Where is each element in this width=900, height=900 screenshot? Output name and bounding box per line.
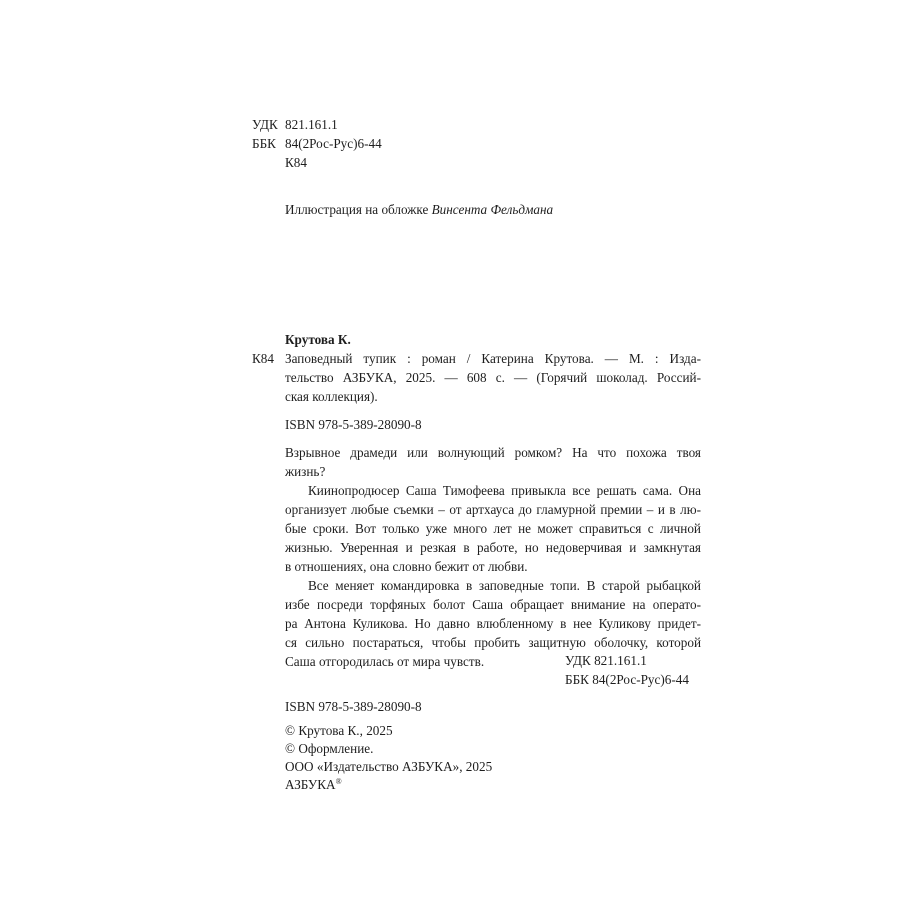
annotation-line: ся сильно постараться, чтобы пробить защитную оболочку, которой bbox=[285, 635, 701, 650]
author-heading: Крутова К. bbox=[285, 332, 351, 347]
annotation-line: ра Антона Куликова. Но давно влюбленному в нее Куликову придет- bbox=[285, 616, 701, 631]
udk-label: УДК bbox=[252, 117, 278, 132]
annotation-line: жизнь? bbox=[285, 464, 326, 479]
annotation-line: жизнью. Уверенная и резкая в работе, но недоверчивая и замкнутая bbox=[285, 540, 701, 555]
brand-name: АЗБУКА bbox=[285, 777, 336, 792]
illustration-text: Иллюстрация на обложке bbox=[285, 202, 432, 217]
annotation-line: Киинопродюсер Саша Тимофеева привыкла все решать сама. Она bbox=[308, 483, 701, 498]
illustration-credit bbox=[285, 200, 553, 219]
annotation-line: бые сроки. Вот только уже много лет не может справиться с личной bbox=[285, 521, 701, 536]
bottom-udk: УДК 821.161.1 bbox=[565, 653, 647, 668]
annotation-paragraph-2 bbox=[285, 481, 701, 576]
top-author-mark: К84 bbox=[285, 155, 307, 170]
annotation-line: Саша отгородилась от мира чувств. bbox=[285, 654, 485, 669]
annotation-line: Все меняет командировка в заповедные топи. В старой рыбацкой bbox=[308, 578, 701, 593]
annotation-line: избе посреди торфяных болот Саша обращает внимание на операто- bbox=[285, 597, 701, 612]
entry-line: ская коллекция). bbox=[285, 389, 378, 404]
entry-isbn: ISBN 978-5-389-28090-8 bbox=[285, 417, 422, 432]
imprint-isbn: ISBN 978-5-389-28090-8 bbox=[285, 699, 422, 714]
illustration-artist: Винсента Фельдмана bbox=[431, 202, 554, 217]
udk-value: 821.161.1 bbox=[285, 117, 338, 132]
copyright-design: © Оформление. bbox=[285, 741, 374, 756]
copyright-author: © Крутова К., 2025 bbox=[285, 723, 393, 738]
annotation-line: организует любые съемки – от артхауса до гламурной премии – и в лю- bbox=[285, 502, 701, 517]
annotation-line: в отношениях, она словно бежит от любви. bbox=[285, 559, 528, 574]
bottom-bbk: ББК 84(2Рос-Рус)6-44 bbox=[565, 672, 689, 687]
entry-description bbox=[285, 349, 701, 406]
publisher-line: ООО «Издательство АЗБУКА», 2025 bbox=[285, 759, 493, 774]
entry-line: Заповедный тупик : роман / Катерина Крутова. — М. : Изда- bbox=[285, 351, 701, 366]
bbk-label: ББК bbox=[252, 136, 276, 151]
annotation-paragraph-1 bbox=[285, 443, 701, 481]
entry-author-mark: К84 bbox=[252, 351, 274, 366]
publisher-brand bbox=[285, 775, 342, 794]
registered-mark: ® bbox=[335, 777, 342, 786]
entry-line: тельство АЗБУКА, 2025. — 608 с. — (Горячий шоколад. Россий- bbox=[285, 370, 701, 385]
annotation-line: Взрывное драмеди или волнующий ромком? На что похожа твоя bbox=[285, 445, 701, 460]
bbk-value: 84(2Рос-Рус)6-44 bbox=[285, 136, 382, 151]
